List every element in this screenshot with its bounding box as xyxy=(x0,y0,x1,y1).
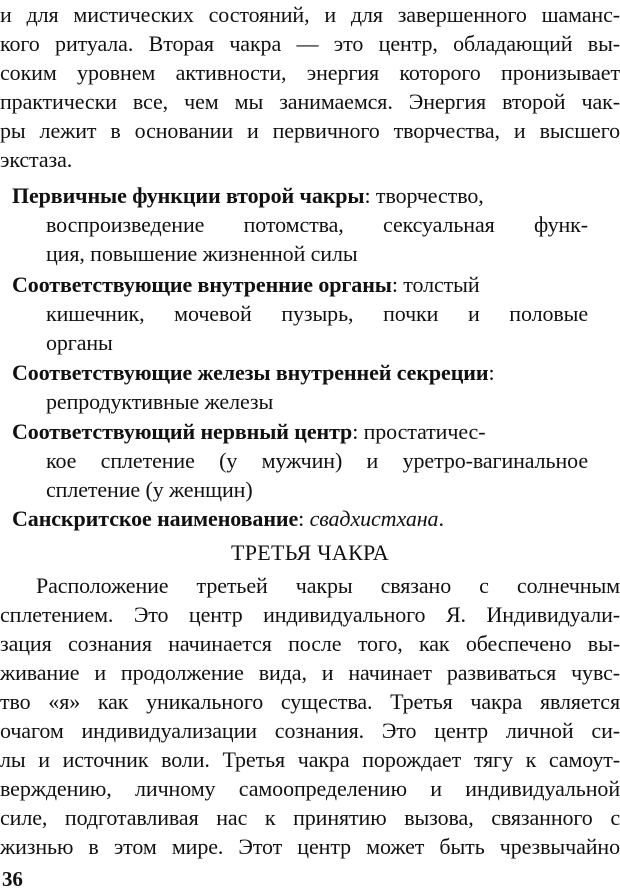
attribute-text: : xyxy=(488,360,495,385)
attribute-text: : творчество, xyxy=(364,183,484,208)
body-line: тво «я» как уникального существа. Третья чакра является xyxy=(0,689,620,714)
body-line: очагом индивидуализации сознания. Это центр личной си- xyxy=(0,718,620,743)
attribute-continuation: органы xyxy=(46,330,113,355)
attribute-label: Санскритское наименование xyxy=(12,506,299,531)
sanskrit-term: свадхистхана xyxy=(309,506,439,531)
attribute-text: : простатичес- xyxy=(352,419,486,444)
section-heading: ТРЕТЬЯ ЧАКРА xyxy=(231,540,389,565)
attribute-label: Первичные функции второй чакры xyxy=(12,183,365,208)
intro-line: экстаза. xyxy=(0,147,73,172)
attribute-continuation: ция, повышение жизненной силы xyxy=(46,241,358,266)
body-line: Расположение третьей чакры связано с солнечным xyxy=(36,573,620,598)
attribute-continuation: кое сплетение (у мужчин) и уретро-вагинальное xyxy=(46,448,588,473)
attribute-label: Соответствующие внутренние органы xyxy=(12,272,392,297)
body-line: силе, подготавливая нас к принятию вызова, связанного с xyxy=(0,805,620,830)
attribute-continuation: репродуктивные железы xyxy=(46,389,274,414)
attribute-first-line xyxy=(12,417,485,446)
intro-line: практически все, чем мы занимаемся. Энергия второй чак- xyxy=(0,89,620,114)
attribute-label: Соответствующие железы внутренней секреции xyxy=(12,360,489,385)
intro-line: соким уровнем активности, энергия которого пронизывает xyxy=(0,60,620,85)
body-line: живание и продолжение вида, и начинает развиваться чувс- xyxy=(0,660,620,685)
attribute-first-line xyxy=(12,270,480,299)
attribute-continuation: воспроизведение потомства, сексуальная функ- xyxy=(46,212,588,237)
attribute-end-text: . xyxy=(438,506,444,531)
intro-line: ры лежит в основании и первичного творчества, и высшего xyxy=(0,118,620,143)
intro-line: кого ритуала. Вторая чакра — это центр, обладающий вы- xyxy=(0,31,620,56)
attribute-first-line xyxy=(12,358,494,387)
attribute-first-line xyxy=(12,181,484,210)
attribute-continuation: кишечник, мочевой пузырь, почки и половые xyxy=(46,301,588,326)
body-line: верждению, личному самоопределению и индивидуальной xyxy=(0,776,620,801)
attribute-text: : толстый xyxy=(391,272,480,297)
attribute-text: : xyxy=(298,506,310,531)
body-line: жизнью в этом мире. Этот центр может быть чрезвычайно xyxy=(0,834,620,859)
attribute-continuation: сплетение (у женщин) xyxy=(46,477,253,502)
page-number: 36 xyxy=(2,867,23,891)
attribute-label: Соответствующий нервный центр xyxy=(12,419,353,444)
intro-line: и для мистических состояний, и для завершенного шаманс- xyxy=(0,2,620,27)
body-line: лы и источник воли. Третья чакра порождает тягу к самоут- xyxy=(0,747,620,772)
attribute-first-line xyxy=(12,504,444,533)
body-line: сплетением. Это центр индивидуального Я. Индивидуали- xyxy=(0,602,620,627)
body-line: зация сознания начинается после того, как обеспечено вы- xyxy=(0,631,620,656)
